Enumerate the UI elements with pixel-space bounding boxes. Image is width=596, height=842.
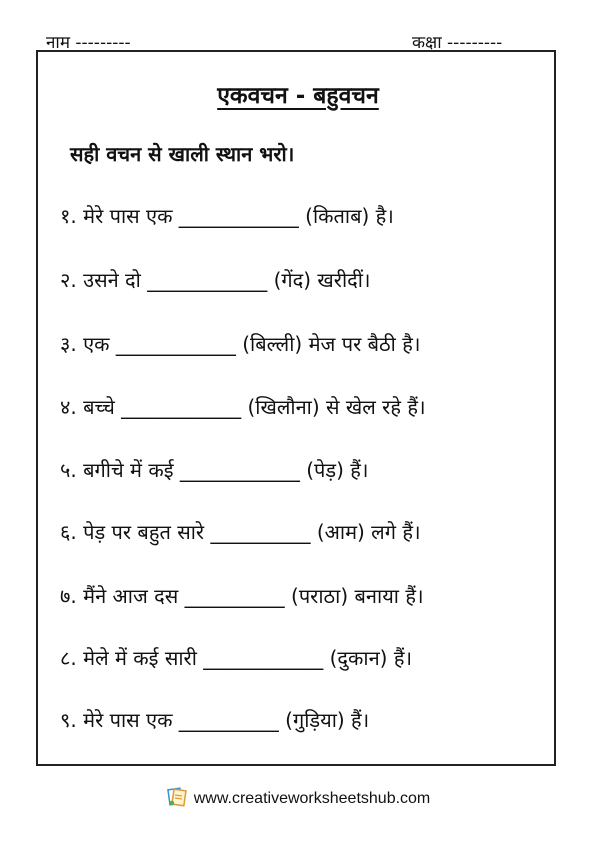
question-1: १. मेरे पास एक ____________ (किताब) है। [60, 204, 394, 228]
name-line: नाम --------- [46, 33, 131, 53]
worksheet-logo-icon [166, 787, 188, 812]
question-7: ७. मैंने आज दस __________ (पराठा) बनाया हैं। [60, 584, 424, 608]
website-url[interactable]: www.creativeworksheetshub.com [193, 790, 431, 807]
question-4: ४. बच्चे ____________ (खिलौना) से खेल रहे हैं। [60, 395, 426, 419]
question-9: ९. मेरे पास एक __________ (गुड़िया) हैं। [60, 708, 370, 732]
footer [0, 787, 596, 812]
instruction-text: सही वचन से खाली स्थान भरो। [70, 142, 295, 166]
question-3: ३. एक ____________ (बिल्ली) मेज पर बैठी है। [60, 332, 421, 356]
class-line: कक्षा --------- [412, 33, 503, 53]
question-6: ६. पेड़ पर बहुत सारे __________ (आम) लगे हैं। [60, 520, 421, 544]
question-2: २. उसने दो ____________ (गेंद) खरीदीं। [60, 268, 371, 292]
question-8: ८. मेले में कई सारी ____________ (दुकान) हैं। [60, 646, 413, 670]
worksheet-frame [36, 50, 556, 766]
question-5: ५. बगीचे में कई ____________ (पेड़) हैं। [60, 458, 369, 482]
worksheet-title: एकवचन - बहुवचन [217, 83, 379, 109]
